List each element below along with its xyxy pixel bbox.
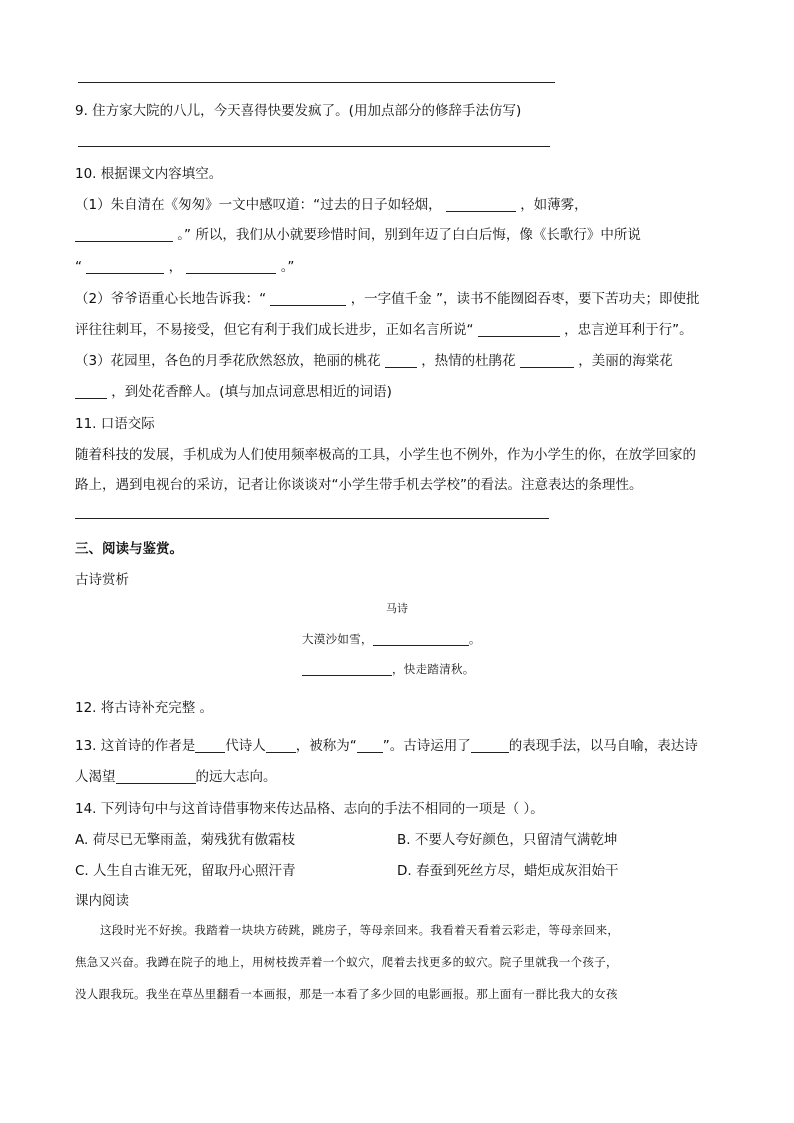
fill-blank[interactable] [195, 739, 225, 754]
question-11-line1: 随着科技的发展，手机成为人们使用频率极高的工具，小学生也不例外，作为小学生的你，在放学回家的 [75, 447, 696, 463]
fill-blank[interactable] [75, 385, 107, 400]
question-10-part1-line3: “ ， 。” [75, 259, 295, 275]
question-9 [75, 99, 521, 119]
fill-blank[interactable] [357, 739, 383, 754]
question-13-line1: 13. 这首诗的作者是 代诗人 ，被称为“ ”。古诗运用了 的表现手法，以马自喻，表达诗 [75, 738, 698, 754]
option-d[interactable]: D. 春蚕到死丝方尽，蜡炬成灰泪始干 [397, 863, 619, 879]
fill-blank[interactable] [75, 228, 173, 243]
option-b[interactable]: B. 不要人夸好颜色，只留清气满乾坤 [397, 832, 618, 848]
question-10-part2-line1: （2）爷爷语重心长地告诉我：“ ，一字值千金 ”，读书不能囫囵吞枣，要下苦功夫；即使批 [75, 291, 700, 307]
question-10-part2-line2: 评往往刺耳，不易接受，但它有利于我们成长进步，正如名言所说“ ，忠言逆耳利于行”。 [75, 322, 693, 338]
question-11-line2: 路上，遇到电视台的采访，记者让你谈谈对“小学生带手机去学校”的看法。注意表达的条理性。 [75, 477, 643, 493]
question-12: 12. 将古诗补充完整 。 [75, 700, 214, 716]
reading-passage-line-3: 没人跟我玩。我坐在草丛里翻看一本画报，那是一本看了多少回的电影画报。那上面有一群比我大的女孩 [75, 987, 618, 1001]
fill-blank[interactable] [373, 634, 469, 647]
fill-blank[interactable] [270, 292, 346, 307]
question-14-stem: 14. 下列诗句中与这首诗借事物来传达品格、志向的手法不相同的一项是（ ）。 [75, 801, 544, 817]
fill-blank[interactable] [266, 739, 296, 754]
fill-blank[interactable] [471, 739, 509, 754]
poem-title: 马诗 [386, 602, 408, 615]
question-9-text: 9. 住方家大院的八儿，今天喜得快要发疯了。(用加点部分的修辞手法仿写) [75, 103, 522, 119]
question-11-title: 11. 口语交际 [75, 416, 155, 432]
subsection-title-reading: 课内阅读 [75, 893, 129, 909]
question-10-title: 10. 根据课文内容填空。 [75, 166, 223, 182]
fill-blank[interactable] [446, 198, 516, 213]
reading-passage-line-2: 焦急又兴奋。我蹲在院子的地上，用树枝拨弄着一个蚁穴，爬着去找更多的蚁穴。院子里就我一个孩子， [75, 955, 618, 969]
section-heading: 三、阅读与鉴赏。 [75, 541, 183, 557]
question-10-part1-line2: 。” 所以，我们从小就要珍惜时间，别到年迈了白白后悔，像《长歌行》中所说 [75, 223, 641, 243]
question-10-part3-line2: ，到处花香醉人。(填与加点词意思相近的词语) [75, 380, 392, 400]
fill-blank[interactable] [186, 260, 276, 275]
subsection-title-poem: 古诗赏析 [75, 572, 129, 588]
question-10-part3-line1: （3）花园里，各色的月季花欣然怒放，艳丽的桃花 ，热情的杜鹃花 ，美丽的海棠花 [75, 353, 673, 369]
fill-blank[interactable] [478, 323, 560, 338]
answer-line [78, 146, 550, 147]
fill-blank[interactable] [520, 354, 574, 369]
question-10-part1-line1: （1）朱自清在《匆匆》一文中感叹道：“过去的日子如轻烟， ，如薄雾， [75, 197, 588, 213]
answer-line [75, 518, 549, 519]
fill-blank[interactable] [116, 770, 196, 785]
fill-blank[interactable] [385, 354, 417, 369]
option-a[interactable]: A. 荷尽已无擎雨盖，菊残犹有傲霜枝 [75, 832, 296, 848]
reading-passage-line-1: 这段时光不好挨。我踏着一块块方砖跳，跳房子，等母亲回来。我看着天看着云彩走，等母亲回来， [100, 923, 620, 937]
option-c[interactable]: C. 人生自古谁无死，留取丹心照汗青 [75, 863, 296, 879]
question-13-line2: 人渴望 的远大志向。 [75, 769, 277, 785]
fill-blank[interactable] [302, 664, 392, 677]
fill-blank[interactable] [86, 260, 164, 275]
poem-line-2: ，快走踏清秋。 [302, 661, 475, 677]
answer-line [78, 82, 555, 83]
poem-line-1: 大漠沙如雪， 。 [302, 632, 481, 646]
